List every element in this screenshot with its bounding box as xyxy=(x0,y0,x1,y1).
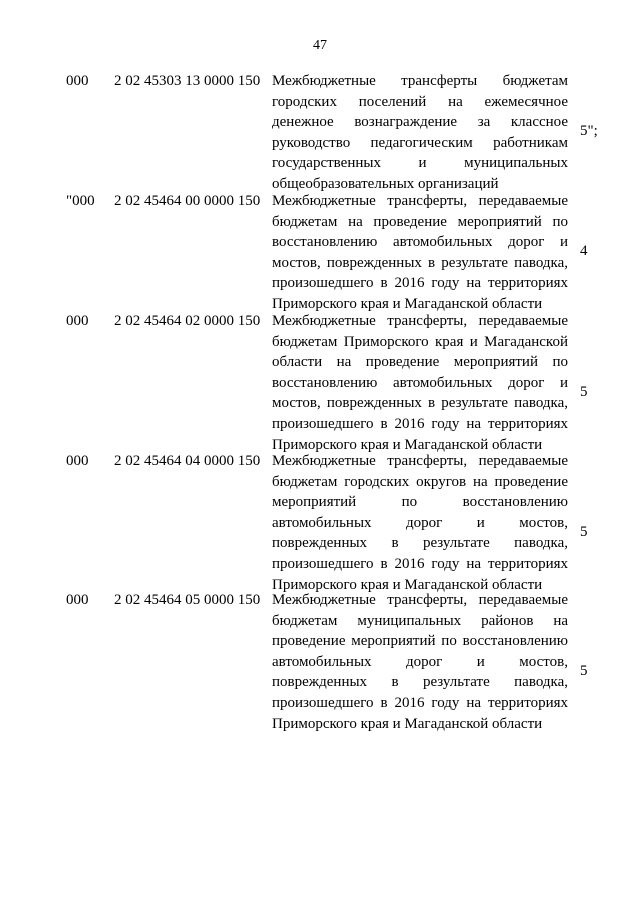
income-description xyxy=(272,71,568,195)
page-number: 47 xyxy=(313,38,327,53)
description-line: произошедшего в 2016 году на территориях xyxy=(272,275,568,292)
description-line: Приморского края и Магаданской области xyxy=(272,295,543,312)
description-line: автомобильных дорог и мостов, xyxy=(272,514,568,531)
description-line: произошедшего в 2016 году на территориях xyxy=(272,415,568,432)
budget-classification-code: 2 02 45303 13 0000 150 xyxy=(114,73,261,89)
description-line: государственных и муниципальных xyxy=(272,155,568,172)
description-line: бюджетам муниципальных районов на xyxy=(272,612,568,629)
admin-code: 000 xyxy=(66,453,89,469)
description-line: Приморского края и Магаданской области xyxy=(272,576,543,593)
description-line: восстановлению автомобильных дорог и xyxy=(272,374,568,391)
description-line: денежное вознаграждение за классное xyxy=(272,114,568,131)
budget-classification-code: 2 02 45464 02 0000 150 xyxy=(114,313,261,329)
description-line: мероприятий по восстановлению xyxy=(272,494,568,511)
income-description xyxy=(272,451,568,595)
admin-code: 000 xyxy=(66,313,89,329)
budget-classification-code: 2 02 45464 00 0000 150 xyxy=(114,193,261,209)
admin-code: 000 xyxy=(66,73,89,89)
description-line: Межбюджетные трансферты, передаваемые xyxy=(272,592,568,608)
income-description xyxy=(272,191,568,315)
amount-value: 5 xyxy=(580,663,588,679)
description-line: Межбюджетные трансферты, передаваемые xyxy=(272,193,568,209)
amount-value: 5 xyxy=(580,524,588,540)
description-line: бюджетам городских округов на проведение xyxy=(272,473,568,490)
description-line: городских поселений на ежемесячное xyxy=(272,93,568,110)
admin-code: "000 xyxy=(66,193,95,209)
budget-classification-code: 2 02 45464 05 0000 150 xyxy=(114,592,261,608)
description-line: области на проведение мероприятий по xyxy=(272,354,568,371)
amount-value: 5 xyxy=(580,384,588,400)
description-line: Приморского края и Магаданской области xyxy=(272,715,543,732)
description-line: восстановлению автомобильных дорог и xyxy=(272,234,568,251)
admin-code: 000 xyxy=(66,592,89,608)
description-line: поврежденных в результате паводка, xyxy=(272,674,568,691)
budget-classification-code: 2 02 45464 04 0000 150 xyxy=(114,453,261,469)
description-line: бюджетам на проведение мероприятий по xyxy=(272,213,568,230)
description-line: Приморского края и Магаданской области xyxy=(272,436,543,453)
description-line: проведение мероприятий по восстановлению xyxy=(272,633,568,650)
income-description xyxy=(272,590,568,734)
description-line: Межбюджетные трансферты, передаваемые xyxy=(272,453,568,469)
amount-value: 4 xyxy=(580,243,588,259)
description-line: мостов, поврежденных в результате паводка, xyxy=(272,395,568,412)
description-line: Межбюджетные трансферты, передаваемые xyxy=(272,313,568,329)
amount-value: 5"; xyxy=(580,123,598,139)
description-line: общеобразовательных организаций xyxy=(272,175,499,192)
description-line: руководство педагогическим работникам xyxy=(272,134,568,151)
description-line: мостов, поврежденных в результате паводка, xyxy=(272,254,568,271)
income-description xyxy=(272,311,568,455)
description-line: произошедшего в 2016 году на территориях xyxy=(272,555,568,572)
description-line: поврежденных в результате паводка, xyxy=(272,535,568,552)
description-line: Межбюджетные трансферты бюджетам xyxy=(272,73,568,89)
description-line: произошедшего в 2016 году на территориях xyxy=(272,694,568,711)
description-line: бюджетам Приморского края и Магаданской xyxy=(272,333,568,350)
description-line: автомобильных дорог и мостов, xyxy=(272,653,568,670)
